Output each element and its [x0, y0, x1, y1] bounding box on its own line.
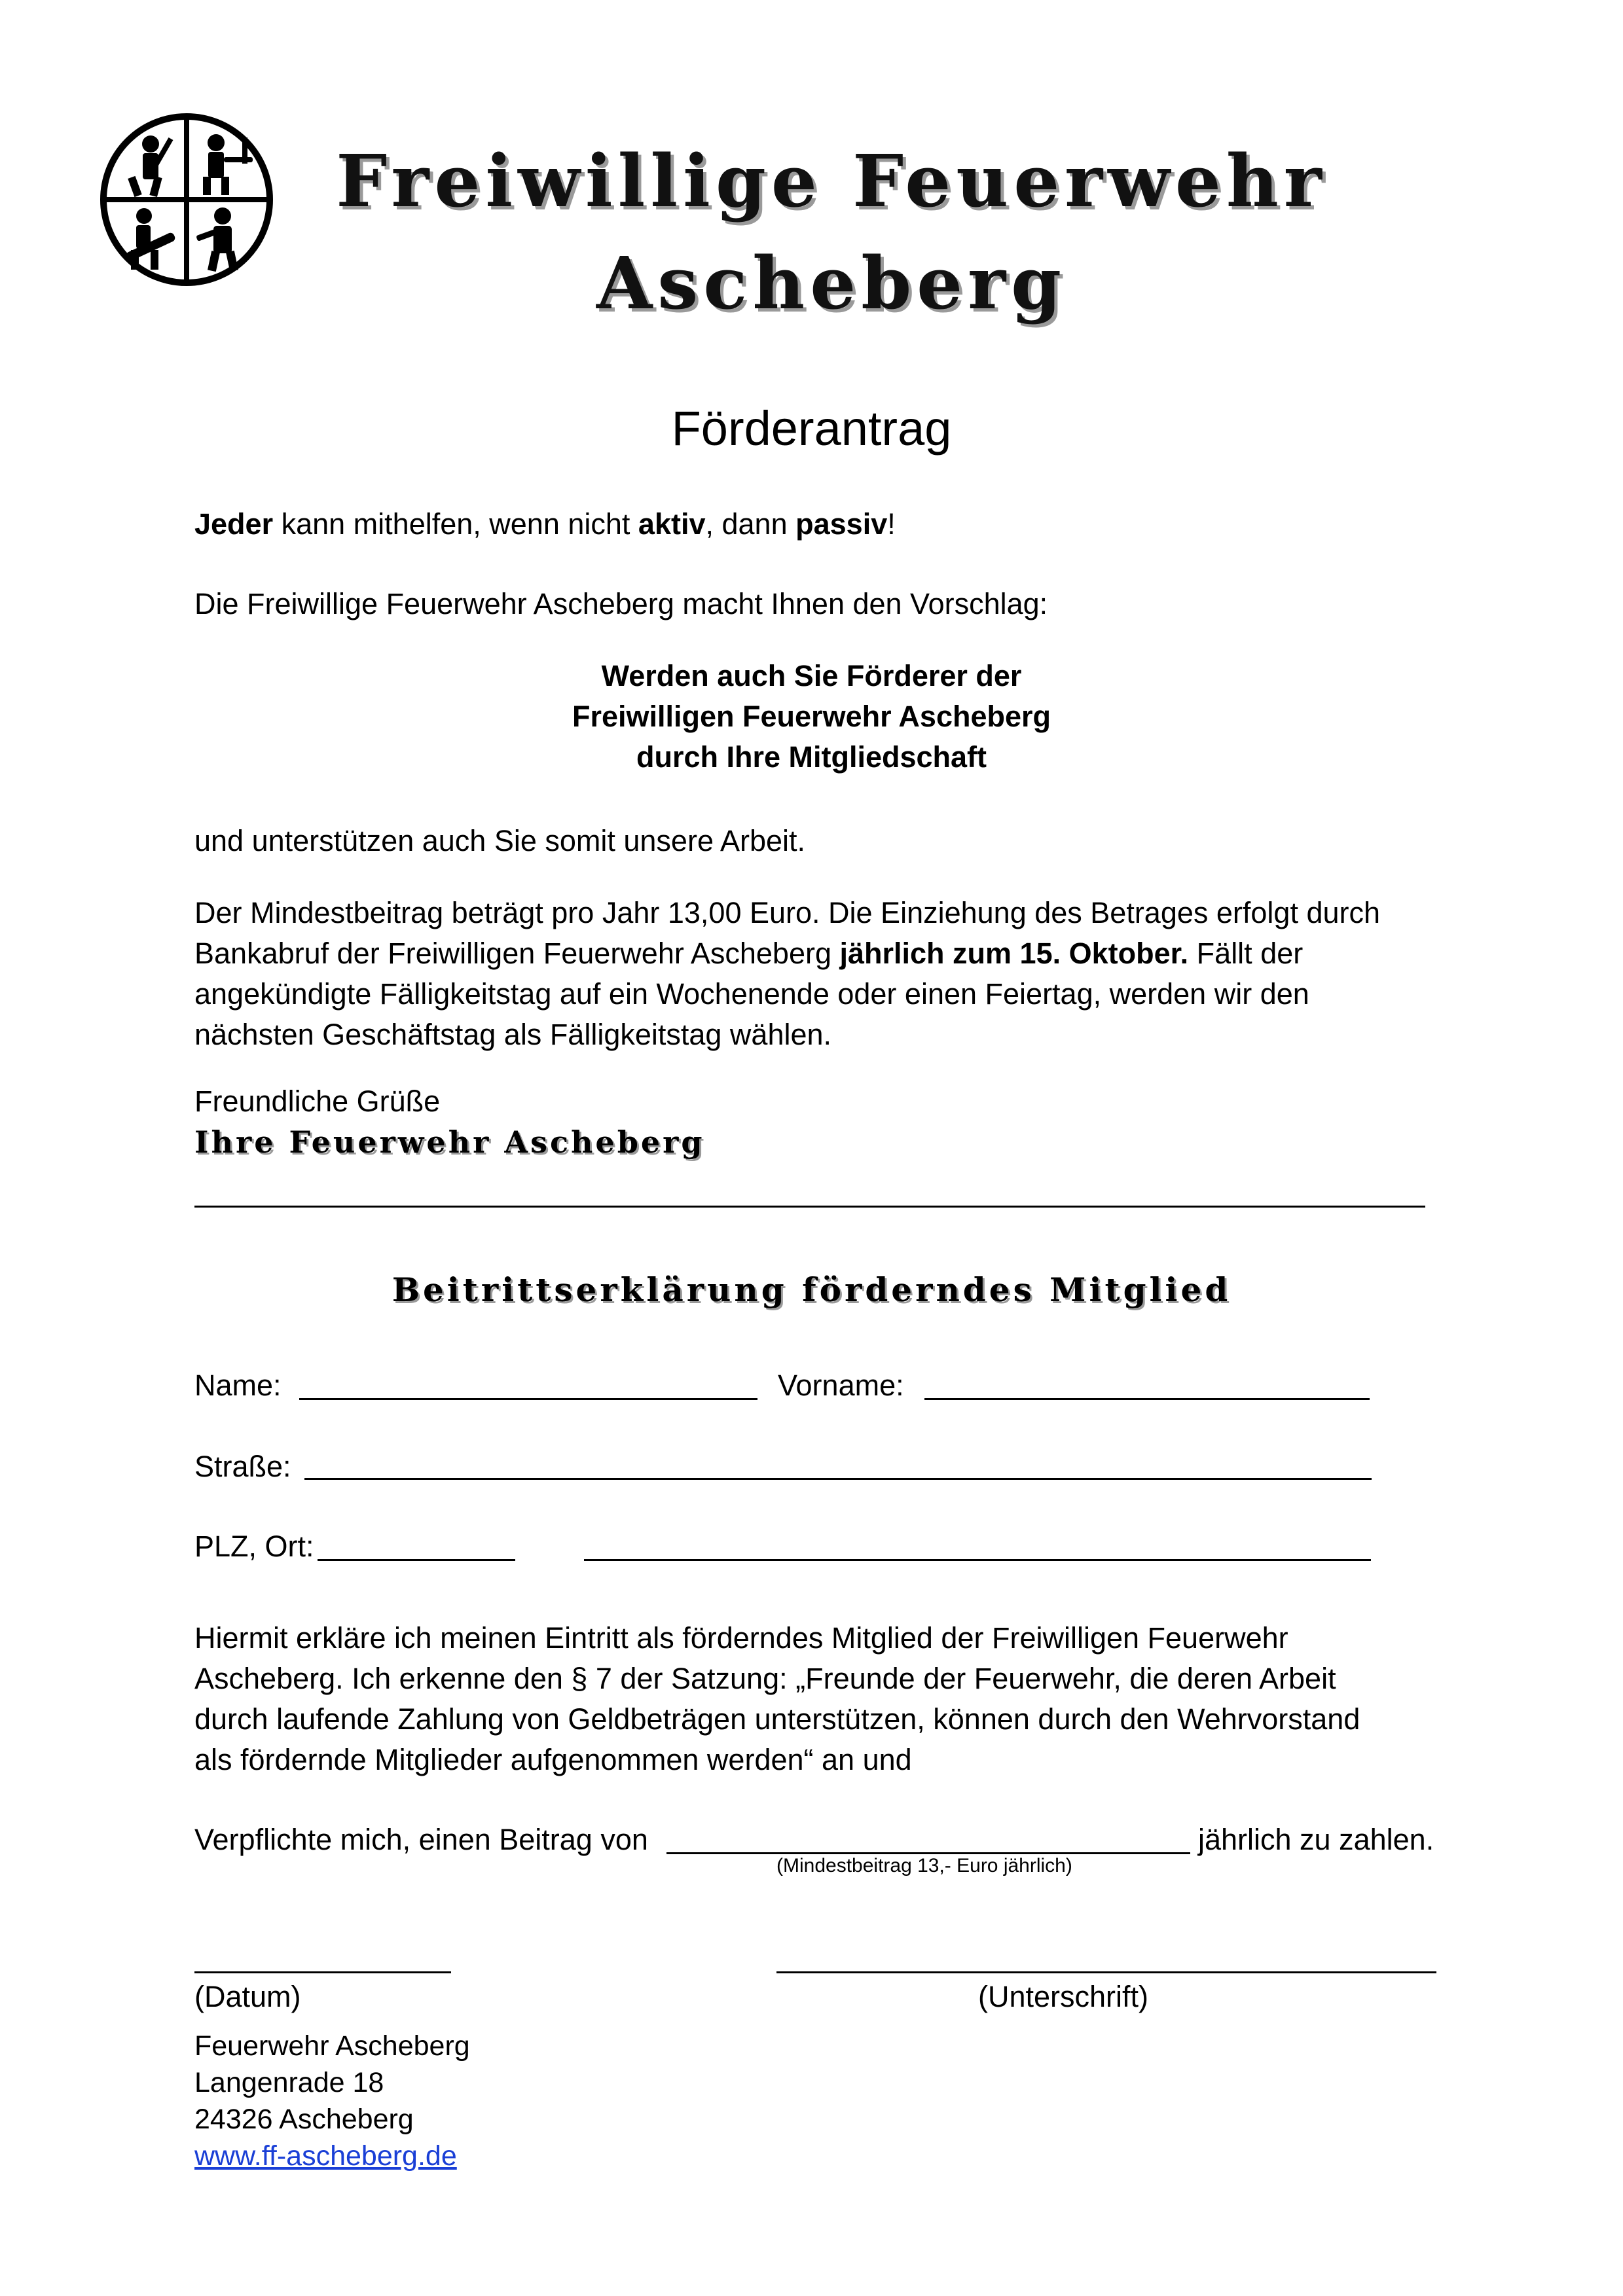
obligation-text-before: Verpflichte mich, einen Beitrag von	[194, 1823, 648, 1856]
footer-address	[194, 2028, 1478, 2174]
signature-field[interactable]	[776, 1971, 1436, 1973]
fee-paragraph	[194, 893, 1478, 1055]
declaration-line: Hiermit erkläre ich meinen Eintritt als förderndes Mitglied der Freiwilligen Feuerwehr	[194, 1621, 1288, 1655]
greeting: Freundliche Grüße	[194, 1085, 441, 1118]
intro-text-2: , dann	[705, 507, 796, 541]
contribution-amount-field[interactable]	[666, 1852, 1190, 1854]
minimum-contribution-hint: (Mindestbeitrag 13,- Euro jährlich)	[776, 1855, 1072, 1876]
fee-line	[194, 933, 1478, 974]
signature-label: (Unterschrift)	[978, 1980, 1149, 2013]
fee-line: angekündigte Fälligkeitstag auf ein Wochenende oder einen Feiertag, werden wir den	[194, 977, 1309, 1011]
declaration-line: Ascheberg. Ich erkenne den § 7 der Satzung: „Freunde der Feuerwehr, die deren Arbeit	[194, 1662, 1336, 1695]
form-title: Beitrittserklärung förderndes Mitglied	[392, 1270, 1231, 1309]
signature-org: Ihre Feuerwehr Ascheberg	[194, 1124, 705, 1160]
call-to-action	[0, 656, 1623, 778]
proposal-text: Die Freiwillige Feuerwehr Ascheberg macht Ihnen den Vorschlag:	[194, 587, 1048, 620]
intro-word-jeder: Jeder	[194, 507, 274, 541]
document-title: Förderantrag	[671, 401, 952, 456]
postal-code-field[interactable]	[318, 1559, 515, 1561]
footer-name: Feuerwehr Ascheberg	[194, 2030, 470, 2062]
name-label: Name:	[194, 1369, 282, 1402]
fee-line: Der Mindestbeitrag beträgt pro Jahr 13,00 Euro. Die Einziehung des Betrages erfolgt durch	[194, 896, 1381, 929]
call-to-action-line: Freiwilligen Feuerwehr Ascheberg	[572, 700, 1051, 733]
org-name-line1: Freiwillige Feuerwehr	[336, 139, 1327, 223]
fee-due-date: jährlich zum 15. Oktober.	[839, 937, 1189, 970]
intro-line	[194, 504, 1478, 545]
firstname-field[interactable]	[924, 1398, 1370, 1400]
street-field[interactable]	[304, 1478, 1372, 1480]
city-label: PLZ, Ort:	[194, 1530, 314, 1563]
fee-line-text: Fällt der	[1188, 937, 1304, 970]
separator-line	[194, 1206, 1425, 1208]
obligation-text-after: jährlich zu zahlen.	[1198, 1823, 1434, 1856]
call-to-action-line: Werden auch Sie Förderer der	[601, 659, 1022, 692]
firstname-label: Vorname:	[778, 1369, 904, 1402]
fire-brigade-logo	[98, 111, 275, 288]
support-text: und unterstützen auch Sie somit unsere Arbeit.	[194, 824, 806, 857]
name-field[interactable]	[299, 1398, 757, 1400]
intro-text-1: kann mithelfen, wenn nicht	[273, 507, 638, 541]
declaration-line: als fördernde Mitglieder aufgenommen werden“ an und	[194, 1743, 912, 1776]
fee-line-text: Bankabruf der Freiwilligen Feuerwehr Ascheberg	[194, 937, 840, 970]
city-field[interactable]	[584, 1559, 1371, 1561]
street-label: Straße:	[194, 1450, 291, 1483]
website-link[interactable]: www.ff-ascheberg.de	[194, 2140, 457, 2172]
declaration-text	[194, 1618, 1478, 1780]
fee-line: nächsten Geschäftstag als Fälligkeitstag wählen.	[194, 1018, 832, 1051]
intro-word-aktiv: aktiv	[638, 507, 706, 541]
org-name-line2: Ascheberg	[596, 241, 1067, 325]
date-label: (Datum)	[194, 1980, 301, 2013]
date-field[interactable]	[194, 1971, 451, 1973]
intro-word-passiv: passiv	[795, 507, 888, 541]
declaration-line: durch laufende Zahlung von Geldbeträgen unterstützen, können durch den Wehrvorstand	[194, 1702, 1360, 1736]
call-to-action-line: durch Ihre Mitgliedschaft	[636, 740, 987, 774]
intro-text-3: !	[887, 507, 896, 541]
footer-city: 24326 Ascheberg	[194, 2104, 414, 2135]
footer-street: Langenrade 18	[194, 2067, 384, 2098]
